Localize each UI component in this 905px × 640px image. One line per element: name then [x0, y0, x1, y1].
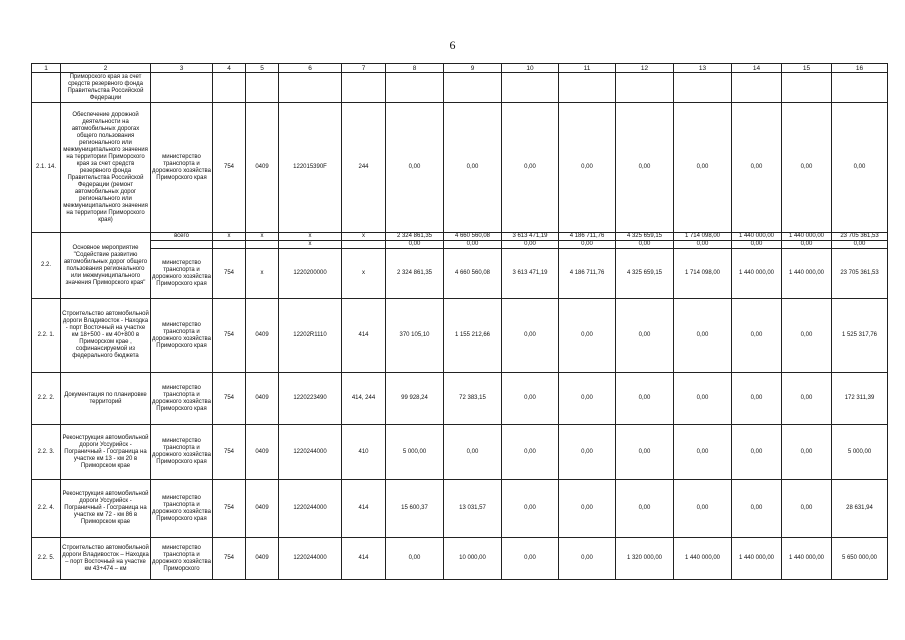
table-row — [32, 241, 888, 249]
value-cell: 0,00 — [616, 241, 674, 249]
table-row — [32, 233, 888, 241]
cell-grbs: 754 — [213, 373, 246, 425]
cell-grbs: 754 — [213, 538, 246, 580]
value-cell: 0,00 — [732, 373, 782, 425]
measure-name: Строительство автомобильной дороги Владивосток – Находка – порт Восточный на участке км 43+474 – км — [61, 538, 151, 580]
cell-section: 0409 — [246, 103, 279, 233]
value-cell: 0,00 — [674, 425, 732, 480]
cell-expense-type: x — [342, 249, 386, 299]
cell-target-code: 1220223490 — [279, 373, 342, 425]
column-header: 14 — [732, 64, 782, 73]
cell-target-code: x — [279, 241, 342, 249]
value-cell: 0,00 — [732, 103, 782, 233]
value-cell: 0,00 — [616, 299, 674, 373]
value-cell: 0,00 — [502, 425, 559, 480]
value-cell: 0,00 — [502, 299, 559, 373]
value-cell: 0,00 — [782, 299, 832, 373]
value-cell: 0,00 — [559, 425, 616, 480]
row-number: 2.2. 4. — [32, 480, 61, 538]
value-cell: 0,00 — [502, 538, 559, 580]
value-cell: 3 613 471,19 — [502, 233, 559, 241]
table-row — [32, 425, 888, 480]
value-cell: 0,00 — [616, 103, 674, 233]
value-cell: 2 324 861,35 — [386, 233, 444, 241]
value-cell: 172 311,39 — [832, 373, 888, 425]
value-cell: 1 714 098,00 — [674, 249, 732, 299]
value-cell: 1 440 000,00 — [732, 233, 782, 241]
table-row — [32, 373, 888, 425]
cell-target-code: 1220244000 — [279, 480, 342, 538]
value-cell: 0,00 — [832, 241, 888, 249]
value-cell: 0,00 — [674, 103, 732, 233]
cell-grbs: x — [213, 233, 246, 241]
value-cell: 0,00 — [674, 241, 732, 249]
value-cell: 1 320 000,00 — [616, 538, 674, 580]
value-cell: 28 631,94 — [832, 480, 888, 538]
page-number: 6 — [449, 38, 456, 52]
value-cell: 0,00 — [832, 103, 888, 233]
row-number: 2.2. — [32, 233, 61, 299]
cell-expense-type: 414 — [342, 480, 386, 538]
column-header: 4 — [213, 64, 246, 73]
value-cell: 99 928,24 — [386, 373, 444, 425]
value-cell: 1 155 212,66 — [444, 299, 502, 373]
value-cell: 0,00 — [732, 425, 782, 480]
value-cell: 23 705 361,53 — [832, 233, 888, 241]
cell-section: x — [246, 249, 279, 299]
cell-target-code: 12202R1110 — [279, 299, 342, 373]
cell-section: 0409 — [246, 373, 279, 425]
cell-expense-type: 414 — [342, 538, 386, 580]
table-row — [32, 538, 888, 580]
cell-expense-type: 244 — [342, 103, 386, 233]
row-number: 2.1. 14. — [32, 103, 61, 233]
executor: министерство транспорта и дорожного хозяйства Приморского края — [151, 103, 213, 233]
column-header: 2 — [61, 64, 151, 73]
column-header: 16 — [832, 64, 888, 73]
value-cell: 13 031,57 — [444, 480, 502, 538]
value-cell: 0,00 — [674, 480, 732, 538]
value-cell: 1 440 000,00 — [674, 538, 732, 580]
cell-section: 0409 — [246, 480, 279, 538]
value-cell: 4 660 560,08 — [444, 249, 502, 299]
value-cell: 0,00 — [782, 480, 832, 538]
value-cell: 4 186 711,76 — [559, 249, 616, 299]
column-header: 12 — [616, 64, 674, 73]
value-cell: 15 600,37 — [386, 480, 444, 538]
value-cell: 1 440 000,00 — [782, 249, 832, 299]
column-header: 10 — [502, 64, 559, 73]
value-cell: 0,00 — [502, 373, 559, 425]
value-cell: 0,00 — [674, 373, 732, 425]
value-cell: 3 613 471,19 — [502, 249, 559, 299]
value-cell: 2 324 861,35 — [386, 249, 444, 299]
table-row — [32, 103, 888, 233]
cell-section: x — [246, 233, 279, 241]
value-cell: 0,00 — [444, 241, 502, 249]
table-row — [32, 480, 888, 538]
column-header: 13 — [674, 64, 732, 73]
cell-expense-type: 414 — [342, 299, 386, 373]
value-cell: 4 325 659,15 — [616, 249, 674, 299]
value-cell: 4 186 711,76 — [559, 233, 616, 241]
cell-grbs: 754 — [213, 249, 246, 299]
cell-expense-type: 414, 244 — [342, 373, 386, 425]
row-number: 2.2. 1. — [32, 299, 61, 373]
cell-section: 0409 — [246, 299, 279, 373]
column-header: 11 — [559, 64, 616, 73]
value-cell: 1 440 000,00 — [732, 538, 782, 580]
value-cell: 1 525 317,76 — [832, 299, 888, 373]
value-cell: 1 440 000,00 — [732, 249, 782, 299]
cell-target-code: 1220244000 — [279, 425, 342, 480]
value-cell: 0,00 — [444, 103, 502, 233]
value-cell: 0,00 — [386, 241, 444, 249]
measure-name: Реконструкция автомобильной дороги Уссурийск - Пограничный - Госграница на участке км 72 - км 86 в Приморском крае — [61, 480, 151, 538]
cell-expense-type: x — [342, 233, 386, 241]
value-cell: 23 705 361,53 — [832, 249, 888, 299]
cell-grbs: 754 — [213, 299, 246, 373]
value-cell: 5 650 000,00 — [832, 538, 888, 580]
measure-name: Документация по планировке территорий — [61, 373, 151, 425]
cell-grbs: 754 — [213, 103, 246, 233]
value-cell: 0,00 — [616, 373, 674, 425]
value-cell: 0,00 — [444, 425, 502, 480]
cell-target-code: x — [279, 233, 342, 241]
cell-expense-type: 410 — [342, 425, 386, 480]
row-number: 2.2. 5. — [32, 538, 61, 580]
executor: министерство транспорта и дорожного хозяйства Приморского — [151, 538, 213, 580]
cell-target-code: 1220200000 — [279, 249, 342, 299]
value-cell: 5 000,00 — [386, 425, 444, 480]
budget-table — [31, 63, 888, 580]
value-cell: 72 383,15 — [444, 373, 502, 425]
row-number: 2.2. 3. — [32, 425, 61, 480]
value-cell: 0,00 — [559, 373, 616, 425]
value-cell: 0,00 — [502, 480, 559, 538]
value-cell: 0,00 — [386, 103, 444, 233]
executor: министерство транспорта и дорожного хозяйства Приморского края — [151, 425, 213, 480]
value-cell: 4 325 659,15 — [616, 233, 674, 241]
table-row — [32, 249, 888, 299]
table-row — [32, 299, 888, 373]
row-number: 2.2. 2. — [32, 373, 61, 425]
cell-grbs: 754 — [213, 425, 246, 480]
value-cell: 370 105,10 — [386, 299, 444, 373]
cell-grbs: 754 — [213, 480, 246, 538]
measure-name: Строительство автомобильной дороги Владивосток - Находка - порт Восточный на участке км 18+500 - км 40+800 в Приморском крае , софинансируемой из федерального бюджета — [61, 299, 151, 373]
value-cell: 10 000,00 — [444, 538, 502, 580]
value-cell: 0,00 — [559, 241, 616, 249]
value-cell: 0,00 — [559, 480, 616, 538]
column-header: 3 — [151, 64, 213, 73]
value-cell: 0,00 — [386, 538, 444, 580]
value-cell: 0,00 — [502, 103, 559, 233]
measure-name: Основное мероприятие "Содействие развитию автомобильных дорог общего пользования регионального или межмуниципального значения Приморского края" — [61, 233, 151, 299]
value-cell: 0,00 — [674, 299, 732, 373]
column-header: 8 — [386, 64, 444, 73]
value-cell: 0,00 — [782, 425, 832, 480]
value-cell: 0,00 — [732, 480, 782, 538]
measure-name: Приморского края за счет средств резервного фонда Правительства Российской Федерации — [61, 73, 151, 103]
column-header: 9 — [444, 64, 502, 73]
value-cell: 0,00 — [616, 480, 674, 538]
value-cell: 0,00 — [616, 425, 674, 480]
table-row — [32, 73, 888, 103]
executor: министерство транспорта и дорожного хозяйства Приморского края — [151, 249, 213, 299]
value-cell: 0,00 — [782, 241, 832, 249]
cell-target-code: 1220244000 — [279, 538, 342, 580]
executor: всего — [151, 233, 213, 241]
value-cell: 4 660 560,08 — [444, 233, 502, 241]
value-cell: 0,00 — [559, 103, 616, 233]
executor: министерство транспорта и дорожного хозяйства Приморского края — [151, 373, 213, 425]
column-header: 15 — [782, 64, 832, 73]
header-row — [32, 64, 888, 73]
column-header: 1 — [32, 64, 61, 73]
column-header: 7 — [342, 64, 386, 73]
value-cell: 0,00 — [502, 241, 559, 249]
column-header: 6 — [279, 64, 342, 73]
value-cell: 5 000,00 — [832, 425, 888, 480]
executor: министерство транспорта и дорожного хозяйства Приморского края — [151, 299, 213, 373]
value-cell: 0,00 — [782, 373, 832, 425]
value-cell: 1 714 098,00 — [674, 233, 732, 241]
value-cell: 0,00 — [782, 103, 832, 233]
cell-section: 0409 — [246, 425, 279, 480]
cell-target-code: 122015390F — [279, 103, 342, 233]
measure-name: Реконструкция автомобильной дороги Уссурийск - Пограничный - Госграница на участке км 13 - км 20 в Приморском крае — [61, 425, 151, 480]
column-header: 5 — [246, 64, 279, 73]
cell-section: 0409 — [246, 538, 279, 580]
value-cell: 0,00 — [559, 538, 616, 580]
executor: министерство транспорта и дорожного хозяйства Приморского края — [151, 480, 213, 538]
value-cell: 0,00 — [732, 241, 782, 249]
value-cell: 1 440 000,00 — [782, 538, 832, 580]
value-cell: 0,00 — [559, 299, 616, 373]
value-cell: 1 440 000,00 — [782, 233, 832, 241]
value-cell: 0,00 — [732, 299, 782, 373]
measure-name: Обеспечение дорожной деятельности на автомобильных дорогах общего пользования регионального или межмуниципального значения на территории Приморского края за счет средств резервного фонда Правительства Российской Федерации (ремонт автомобильных дорог регионального или межмуниципального значения на территории Приморского края) — [61, 103, 151, 233]
